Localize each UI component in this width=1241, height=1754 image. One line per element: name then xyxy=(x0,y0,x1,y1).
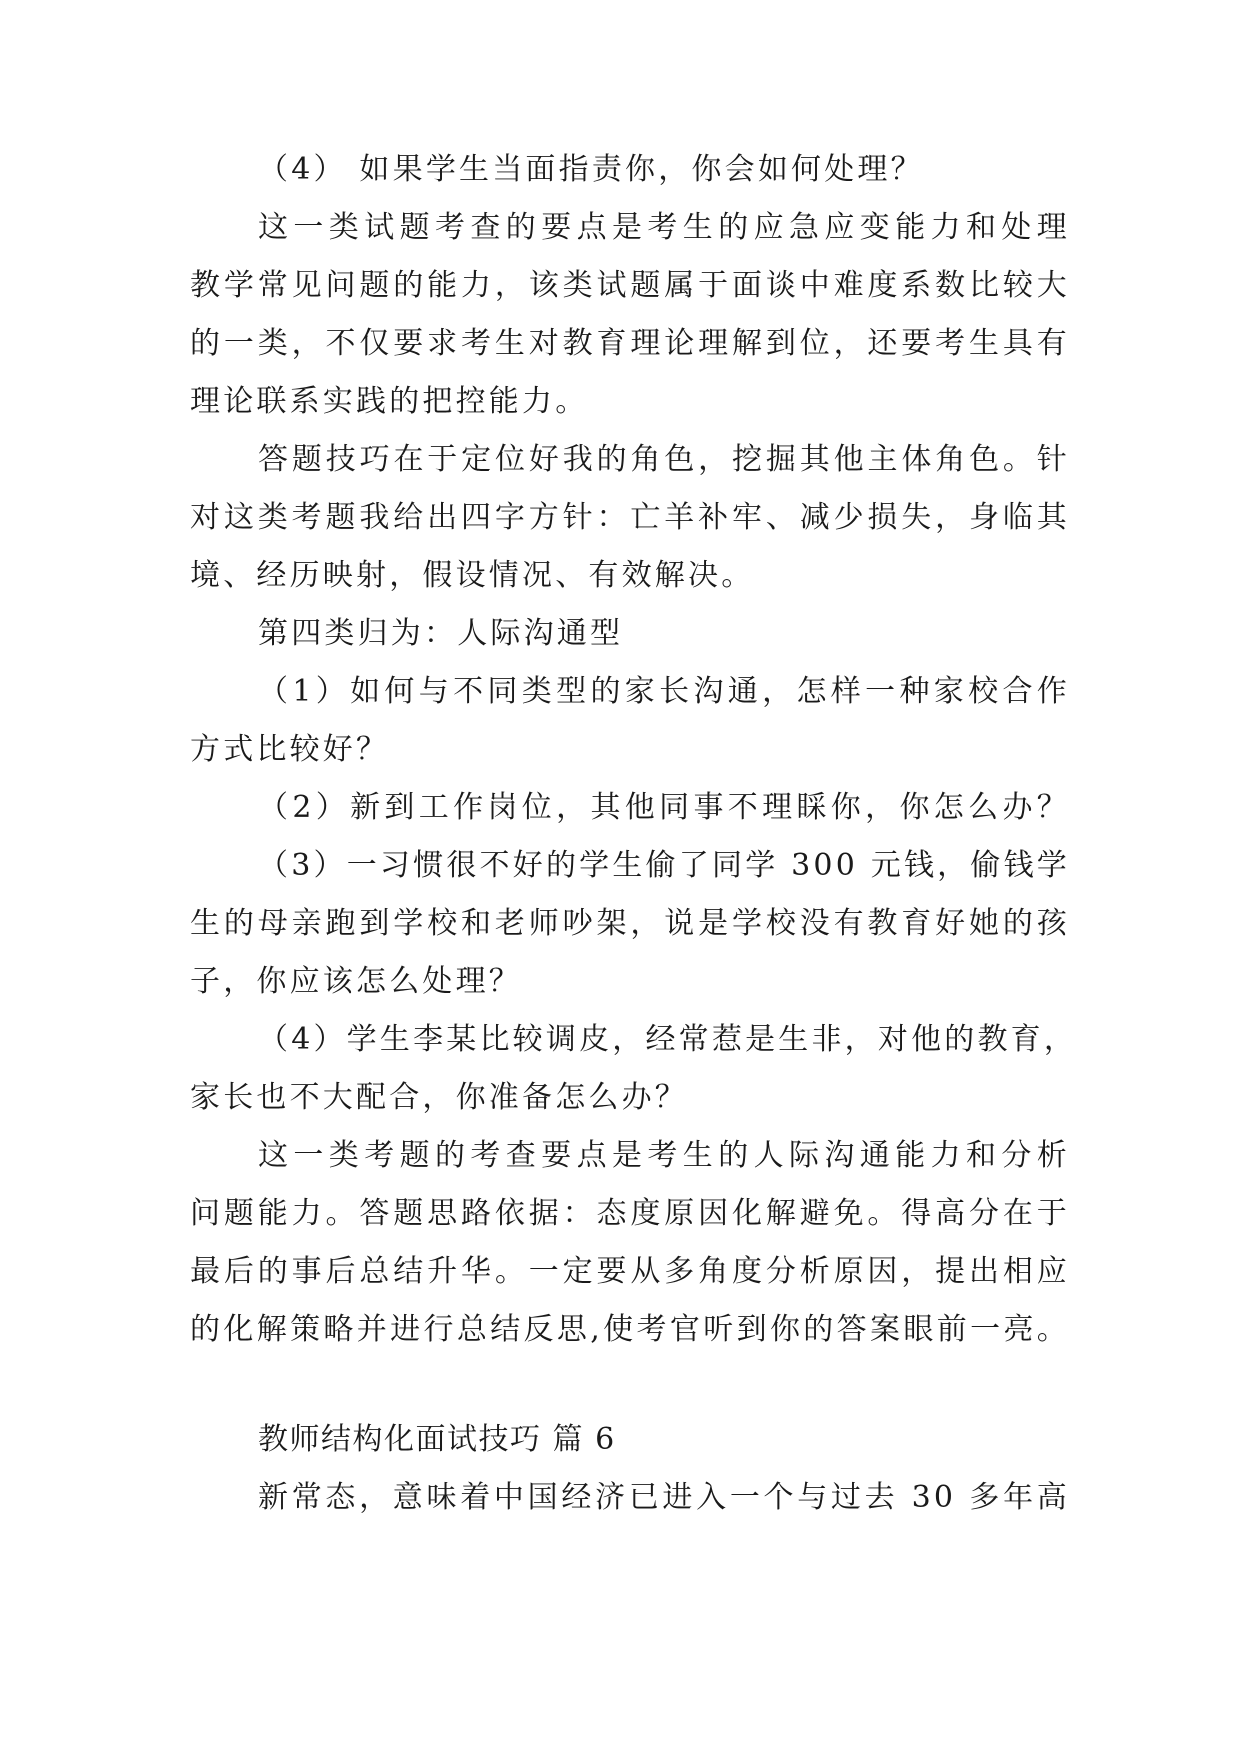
paragraph-line: 的一类，不仅要求考生对教育理论理解到位，还要考生具有 xyxy=(190,326,1070,361)
paragraph-line: 教学常见问题的能力，该类试题属于面谈中难度系数比较大 xyxy=(190,268,1070,303)
question-4-text: （4） 如果学生当面指责你，你会如何处理？ xyxy=(258,152,924,187)
paragraph-line: 这一类试题考查的要点是考生的应急应变能力和处理 xyxy=(258,210,1070,245)
question-2-text: （2）新到工作岗位，其他同事不理睬你，你怎么办？ xyxy=(258,790,1070,825)
paragraph-line: 理论联系实践的把控能力。 xyxy=(190,384,589,419)
section-title: 教师结构化面试技巧 篇 6 xyxy=(258,1422,616,1457)
paragraph-line: 家长也不大配合，你准备怎么办？ xyxy=(190,1080,688,1115)
paragraph-line: 答题技巧在于定位好我的角色，挖掘其他主体角色。针 xyxy=(258,442,1070,477)
paragraph-line: 对这类考题我给出四字方针：亡羊补牢、减少损失，身临其 xyxy=(190,500,1070,535)
paragraph-line: 方式比较好？ xyxy=(190,732,390,767)
question-1-text: （1）如何与不同类型的家长沟通，怎样一种家校合作 xyxy=(258,674,1070,709)
paragraph-line: 新常态，意味着中国经济已进入一个与过去 30 多年高 xyxy=(258,1480,1070,1515)
paragraph-line: 生的母亲跑到学校和老师吵架，说是学校没有教育好她的孩 xyxy=(190,906,1070,941)
category-heading: 第四类归为：人际沟通型 xyxy=(258,616,624,651)
paragraph-line: 问题能力。答题思路依据：态度原因化解避免。得高分在于 xyxy=(190,1196,1070,1231)
paragraph-line: 的化解策略并进行总结反思,使考官听到你的答案眼前一亮。 xyxy=(190,1312,1070,1347)
question-4-text: （4）学生李某比较调皮，经常惹是生非，对他的教育， xyxy=(258,1022,1078,1057)
question-3-text: （3）一习惯很不好的学生偷了同学 300 元钱，偷钱学 xyxy=(258,848,1070,883)
paragraph-line: 这一类考题的考查要点是考生的人际沟通能力和分析 xyxy=(258,1138,1070,1173)
paragraph-line: 最后的事后总结升华。一定要从多角度分析原因，提出相应 xyxy=(190,1254,1070,1289)
paragraph-line: 境、经历映射，假设情况、有效解决。 xyxy=(190,558,755,593)
paragraph-line: 子，你应该怎么处理？ xyxy=(190,964,522,999)
